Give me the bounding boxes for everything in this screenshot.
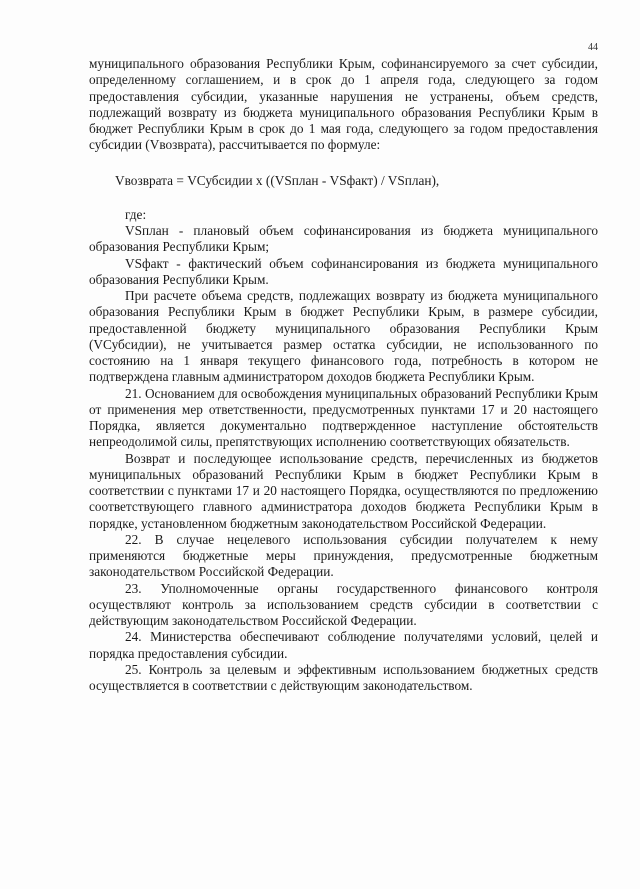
definition-vsfakt: VSфакт - фактический объем софинансирования из бюджета муниципального образования Республики Крым. <box>89 255 598 287</box>
formula: Vвозврата = VСубсидии x ((VSплан - VSфакт) / VSплан), <box>115 172 440 188</box>
document-body <box>89 56 598 694</box>
paragraph-23: 23. Уполномоченные органы государственного финансового контроля осуществляют контроль за использованием средств субсидии в соответствии с действующим законодательством Российской Федерации. <box>89 580 598 628</box>
paragraph-22: 22. В случае нецелевого использования субсидии получателем к нему применяются бюджетные меры принуждения, предусмотренные бюджетным законодательством Российской Федерации. <box>89 531 598 580</box>
definition-vsplan: VSплан - плановый объем софинансирования из бюджета муниципального образования Республики Крым; <box>89 223 598 255</box>
paragraph-intro: муниципального образования Республики Крым, софинансируемого за счет субсидии, определенному соглашением, и в срок до 1 апреля года, следующего за годом предоставления субсидии, указанные нарушения не устранены, объем средств, подлежащий возврату из бюджета муниципального образования Республики Крым в бюджет Республики Крым в срок до 1 мая года, следующего за годом предоставления субсидии (Vвозврата), рассчитывается по формуле: <box>89 56 598 153</box>
paragraph-calculation: При расчете объема средств, подлежащих возврату из бюджета муниципального образования Республики Крым в бюджет Республики Крым, в размере субсидии, предоставленной бюджету муниципального образования Республики Крым (VСубсидии), не учитывается размер остатка субсидии, не использованного по состоянию на 1 января текущего финансового года, потребность в котором не подтверждена главным администратором доходов бюджета Республики Крым. <box>89 288 598 385</box>
paragraph-24: 24. Министерства обеспечивают соблюдение получателями условий, целей и порядка предоставления субсидии. <box>89 629 598 661</box>
paragraph-return: Возврат и последующее использование средств, перечисленных из бюджетов муниципальных образований Республики Крым в бюджет Республики Крым в соответствии с пунктами 17 и 20 настоящего Порядка, осуществляются по предложению соответствующего главного администратора доходов бюджета Республики Крым в порядке, установленном бюджетным законодательством Российской Федерации. <box>89 450 598 531</box>
paragraph-21: 21. Основанием для освобождения муниципальных образований Республики Крым от применения мер ответственности, предусмотренных пунктами 17 и 20 настоящего Порядка, является документально подтвержденное наступление обстоятельств непреодолимой силы, препятствующих исполнению соответствующих обязательств. <box>89 385 598 450</box>
page-number: 44 <box>588 42 598 53</box>
paragraph-25: 25. Контроль за целевым и эффективным использованием бюджетных средств осуществляется в соответствии с действующим законодательством. <box>89 661 598 693</box>
formula-where: где: <box>125 206 147 222</box>
